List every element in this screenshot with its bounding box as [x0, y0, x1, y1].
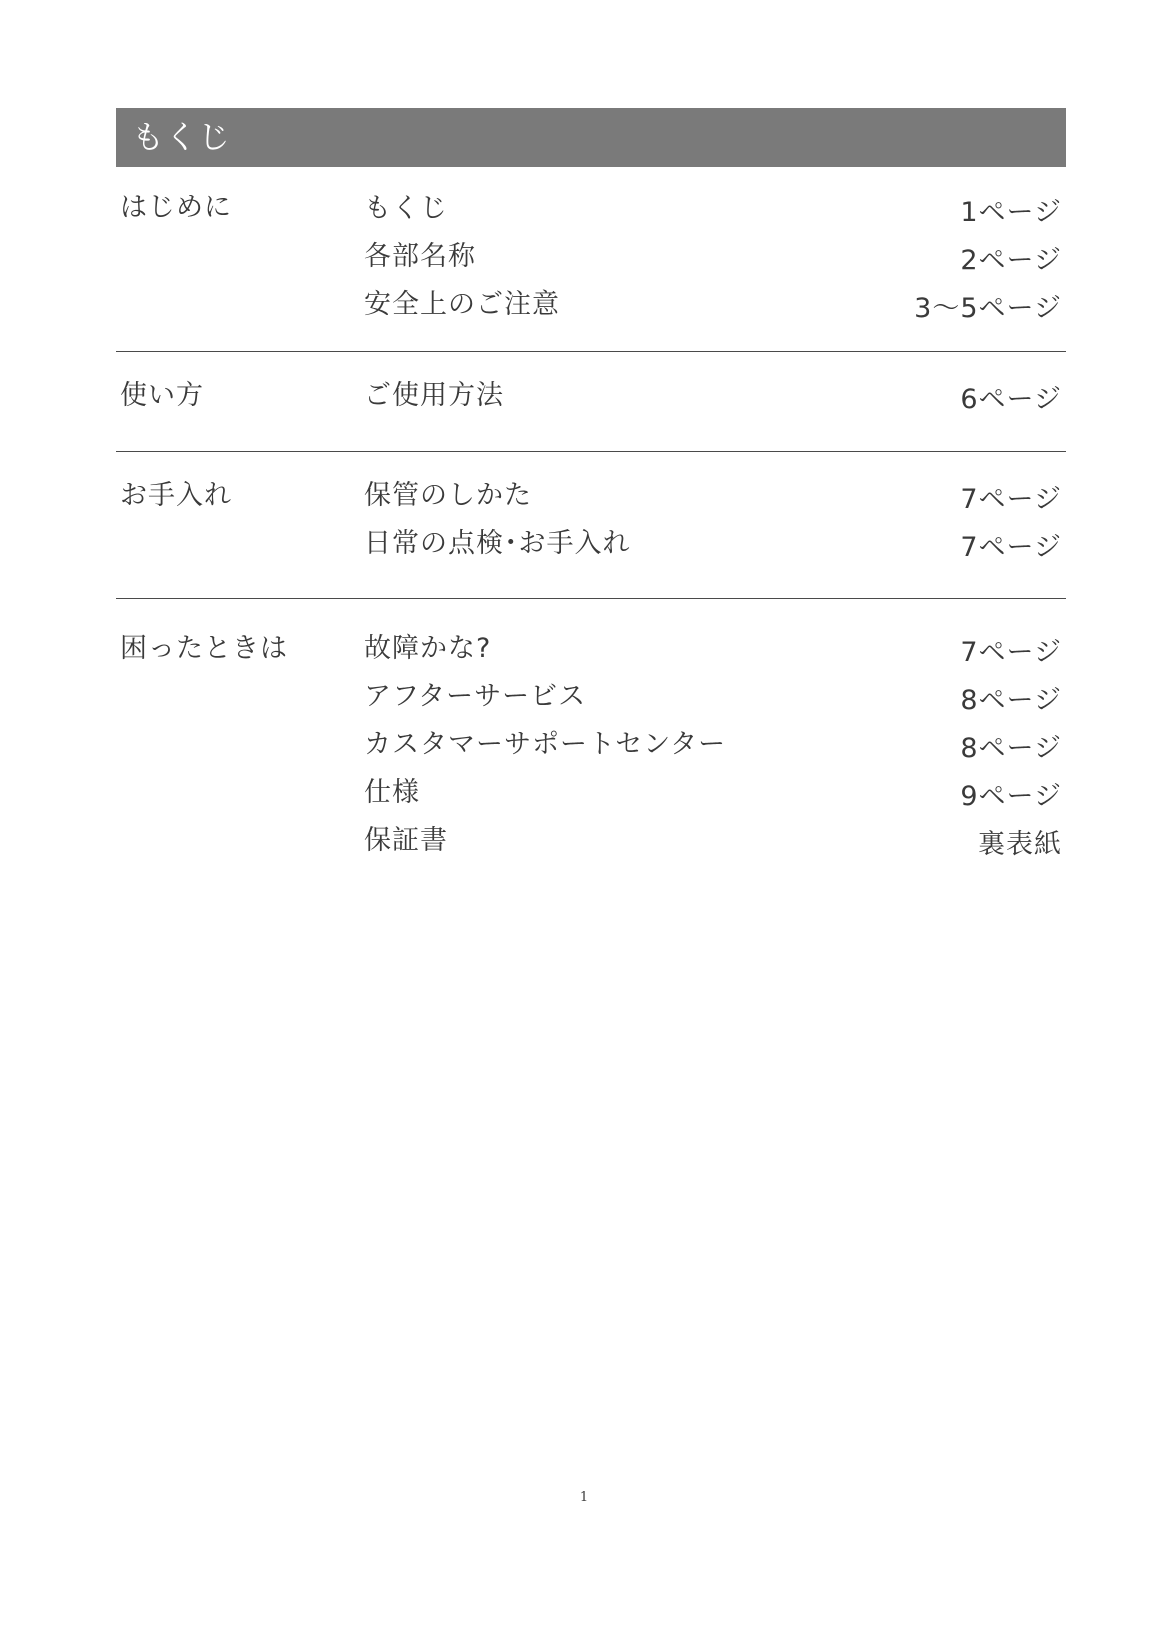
toc-section-troubleshooting: [116, 599, 1066, 875]
entry-title: ご使用方法: [364, 380, 504, 411]
entry-page: 8ページ: [960, 733, 1062, 764]
entry-page: 9ページ: [960, 781, 1062, 812]
section-label: 使い方: [120, 380, 204, 411]
entry-title: 保管のしかた: [364, 480, 532, 511]
toc-entry[interactable]: [116, 233, 1066, 281]
toc-entry[interactable]: [116, 372, 1066, 420]
toc-entry[interactable]: [116, 520, 1066, 568]
toc-entry[interactable]: [116, 817, 1066, 865]
entry-title: 故障かな?: [364, 633, 492, 664]
entry-title: 各部名称: [364, 241, 476, 272]
entry-page: 7ページ: [960, 532, 1062, 563]
header-bar: [116, 108, 1066, 167]
toc-entry[interactable]: [116, 472, 1066, 520]
toc-section-introduction: [116, 167, 1066, 352]
section-label: はじめに: [120, 192, 232, 223]
entry-page: 6ページ: [960, 384, 1062, 415]
toc-entry[interactable]: [116, 185, 1066, 233]
toc-entry[interactable]: [116, 769, 1066, 817]
section-label: 困ったときは: [120, 633, 288, 664]
entry-title: アフターサービス: [364, 681, 587, 712]
entry-page: 1ページ: [960, 197, 1062, 228]
entry-title: 日常の点検･お手入れ: [364, 528, 631, 559]
entry-page: 7ページ: [960, 484, 1062, 515]
entry-page: 裏表紙: [978, 829, 1062, 860]
page-number: 1: [579, 1490, 589, 1505]
page-title: もくじ: [132, 118, 232, 156]
entry-page: 8ページ: [960, 685, 1062, 716]
table-of-contents: [116, 167, 1066, 875]
entry-title: もくじ: [364, 193, 448, 224]
toc-entry[interactable]: [116, 281, 1066, 329]
entry-title: 安全上のご注意: [364, 289, 560, 320]
toc-entry[interactable]: [116, 721, 1066, 769]
toc-entry[interactable]: [116, 625, 1066, 673]
toc-section-usage: [116, 352, 1066, 452]
entry-page: 2ページ: [960, 245, 1062, 276]
section-label: お手入れ: [120, 480, 232, 511]
entry-title: 仕様: [364, 777, 420, 808]
entry-page: 7ページ: [960, 637, 1062, 668]
entry-title: カスタマーサポートセンター: [364, 729, 727, 760]
toc-entry[interactable]: [116, 673, 1066, 721]
entry-page: 3〜5ページ: [914, 293, 1062, 324]
entry-title: 保証書: [364, 825, 448, 856]
toc-section-maintenance: [116, 452, 1066, 599]
